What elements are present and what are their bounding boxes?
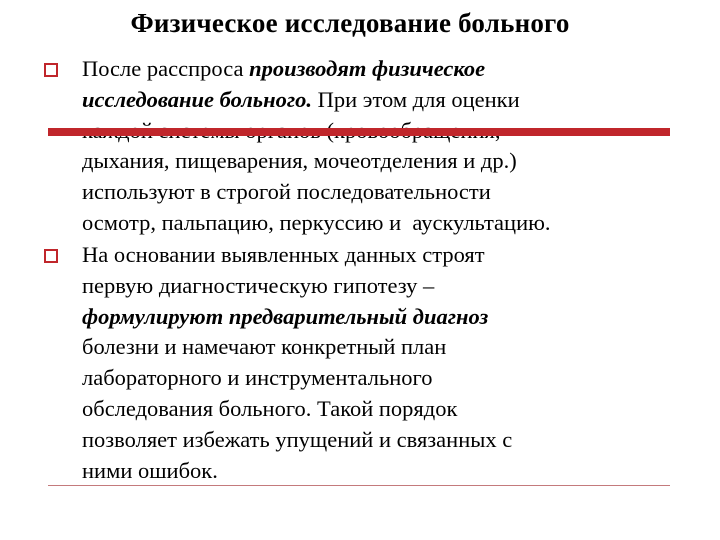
text-line bbox=[82, 363, 682, 394]
text-line bbox=[82, 177, 682, 208]
square-bullet-icon bbox=[44, 249, 58, 263]
text-line bbox=[82, 208, 682, 239]
text-line bbox=[82, 456, 682, 487]
square-bullet-icon bbox=[44, 63, 58, 77]
body-text: осмотр, пальпацию, перкуссию и аускультацию. bbox=[82, 209, 551, 235]
bullet-text-1 bbox=[82, 54, 682, 239]
body-text: На основании выявленных данных строят bbox=[82, 242, 485, 267]
body-text: первую диагностическую гипотезу – bbox=[82, 272, 435, 298]
text-line bbox=[82, 332, 682, 363]
body-text: болезни и намечают конкретный план bbox=[82, 334, 447, 360]
text-line bbox=[82, 146, 682, 177]
text-line bbox=[82, 394, 682, 425]
bullet-text-2 bbox=[82, 240, 682, 486]
emphasis-text: формулируют предварительный диагноз bbox=[82, 303, 489, 329]
body-text: позволяет избежать упущений и связанных с bbox=[82, 426, 513, 452]
body-text: После расспроса bbox=[82, 56, 250, 81]
text-line bbox=[82, 85, 682, 116]
text-line bbox=[82, 271, 682, 302]
body-text: обследования больного. Такой порядок bbox=[82, 395, 458, 421]
text-line bbox=[82, 425, 682, 456]
body-text: используют в строгой последовательности bbox=[82, 179, 491, 205]
slide-title: Физическое исследование больного bbox=[130, 8, 570, 38]
emphasis-text: производят физическое bbox=[249, 56, 486, 81]
text-line bbox=[82, 240, 682, 271]
body-text: дыхания, пищеварения, мочеотделения и др.) bbox=[82, 148, 517, 174]
emphasis-text: исследование больного. bbox=[82, 86, 313, 112]
body-text: ними ошибок. bbox=[82, 457, 218, 483]
body-text: При этом для оценки bbox=[312, 86, 520, 112]
body-text: лабораторного и инструментального bbox=[82, 365, 433, 391]
red-divider bbox=[48, 128, 670, 136]
bottom-divider bbox=[48, 485, 670, 486]
text-line bbox=[82, 54, 682, 85]
text-line bbox=[82, 302, 682, 333]
